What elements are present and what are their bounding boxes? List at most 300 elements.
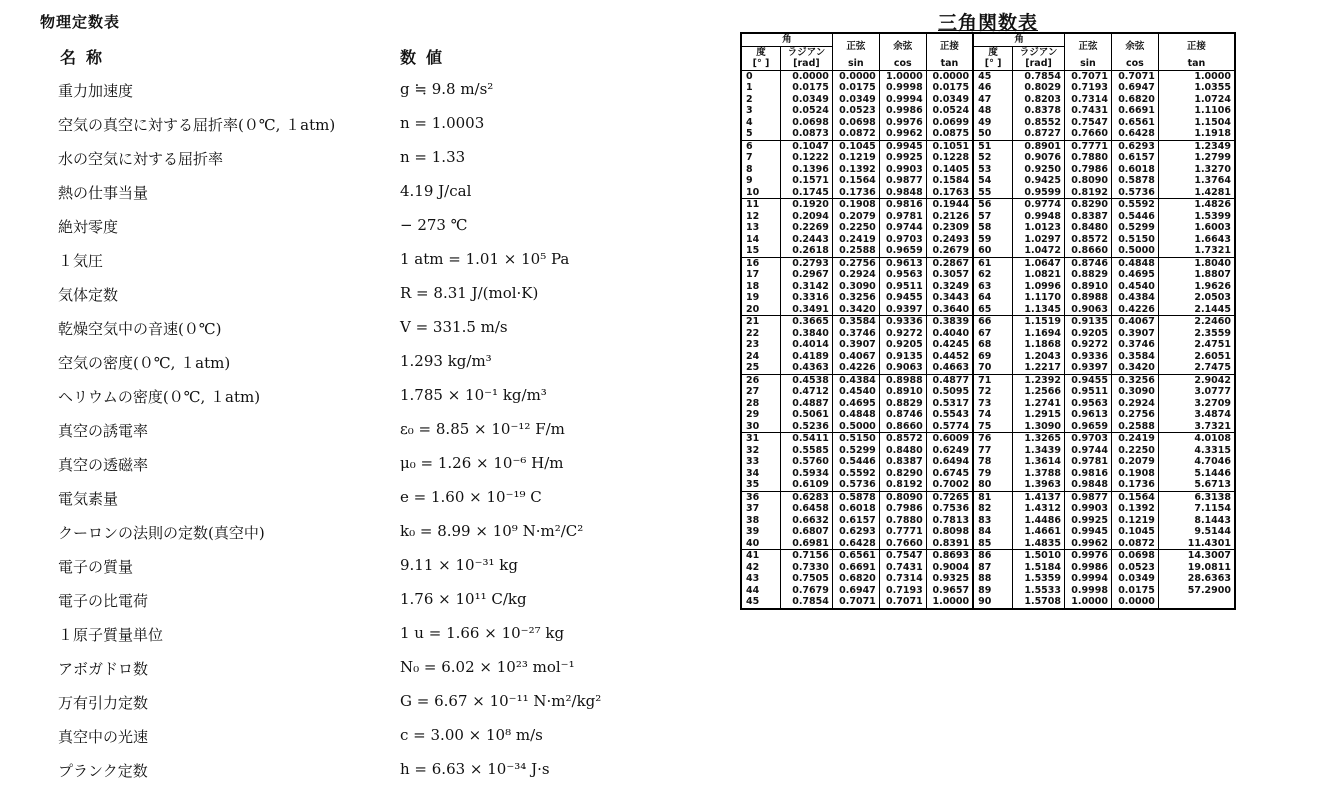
constant-value: 1 u = 1.66 × 10⁻²⁷ kg bbox=[400, 624, 565, 642]
cell-cos: 0.8829 bbox=[879, 398, 926, 410]
cell-radian: 1.3963 bbox=[1013, 479, 1065, 491]
constant-name: 絶対零度 bbox=[58, 218, 119, 236]
cell-sin: 0.8746 bbox=[1065, 257, 1112, 269]
cell-cos: 0.9563 bbox=[879, 269, 926, 281]
cell-radian: 0.3840 bbox=[781, 328, 833, 340]
cell-degree: 57 bbox=[973, 211, 1013, 223]
cell-cos: 0.8480 bbox=[879, 445, 926, 457]
header-angle-right: 角 bbox=[973, 33, 1064, 46]
cell-tan: 0.0875 bbox=[926, 128, 973, 140]
cell-radian: 0.5411 bbox=[781, 433, 833, 445]
cell-radian: 0.7679 bbox=[781, 585, 833, 597]
trig-row bbox=[741, 479, 1235, 491]
cell-degree: 37 bbox=[746, 503, 760, 515]
cell-radian: 1.3788 bbox=[1013, 468, 1065, 480]
cell-sin: 0.9962 bbox=[1065, 538, 1112, 550]
cell-sin: 0.9272 bbox=[1065, 339, 1112, 351]
physics-header-name: 名称 bbox=[60, 48, 113, 67]
cell-degree: 87 bbox=[973, 562, 1013, 574]
trig-row bbox=[741, 175, 1235, 187]
cell-radian: 1.5184 bbox=[1013, 562, 1065, 574]
cell-sin: 0.9397 bbox=[1065, 362, 1112, 374]
cell-sin: 0.5592 bbox=[832, 468, 879, 480]
cell-radian: 0.2269 bbox=[781, 222, 833, 234]
cell-cos: 0.1392 bbox=[1111, 503, 1158, 515]
cell-tan: 0.6009 bbox=[926, 433, 973, 445]
constant-row bbox=[0, 445, 720, 479]
cell-tan: 0.7813 bbox=[926, 515, 973, 527]
cell-tan: 1.1504 bbox=[1158, 117, 1235, 129]
constant-name: 乾燥空気中の音速(０℃) bbox=[58, 320, 222, 338]
cell-degree: 13 bbox=[746, 222, 760, 234]
cell-sin: 0.0872 bbox=[832, 128, 879, 140]
cell-sin: 0.3420 bbox=[832, 304, 879, 316]
cell-radian: 1.0472 bbox=[1013, 245, 1065, 257]
trig-row bbox=[741, 339, 1235, 351]
cell-cos: 0.2419 bbox=[1111, 433, 1158, 445]
constant-name: 電子の質量 bbox=[58, 558, 134, 576]
cell-sin: 0.2419 bbox=[832, 234, 879, 246]
cell-cos: 0.9659 bbox=[879, 245, 926, 257]
cell-radian: 0.5061 bbox=[781, 409, 833, 421]
cell-sin: 1.0000 bbox=[1065, 596, 1112, 609]
cell-sin: 0.7771 bbox=[1065, 140, 1112, 152]
cell-degree: 44 bbox=[746, 584, 760, 596]
cell-degree: 31 bbox=[746, 433, 760, 445]
cell-radian: 0.8727 bbox=[1013, 128, 1065, 140]
physics-header-value: 数値 bbox=[400, 48, 453, 67]
cell-cos: 0.3420 bbox=[1111, 362, 1158, 374]
cell-radian: 0.6283 bbox=[781, 491, 833, 503]
cell-cos: 0.9962 bbox=[879, 128, 926, 140]
cell-cos: 0.9744 bbox=[879, 222, 926, 234]
cell-sin: 0.6293 bbox=[832, 526, 879, 538]
header-tangent-right: 正接 bbox=[1158, 33, 1235, 58]
cell-radian: 1.1868 bbox=[1013, 339, 1065, 351]
cell-sin: 0.5446 bbox=[832, 456, 879, 468]
constant-row bbox=[0, 275, 720, 309]
cell-radian: 0.7854 bbox=[1013, 70, 1065, 82]
unit-sin-right: sin bbox=[1065, 58, 1112, 70]
cell-degree: 40 bbox=[741, 538, 781, 550]
cell-sin: 0.9744 bbox=[1065, 445, 1112, 457]
cell-cos: 0.9336 bbox=[879, 316, 926, 328]
cell-cos: 0.9986 bbox=[879, 105, 926, 117]
constant-name: アボガドロ数 bbox=[58, 660, 149, 678]
cell-tan: 1.0355 bbox=[1158, 82, 1235, 94]
cell-degree: 55 bbox=[973, 187, 1013, 199]
cell-tan: 0.3839 bbox=[926, 316, 973, 328]
trig-row bbox=[741, 257, 1235, 269]
cell-cos: 0.7071 bbox=[879, 596, 926, 609]
cell-tan: 1.1918 bbox=[1158, 128, 1235, 140]
cell-cos: 0.8746 bbox=[879, 409, 926, 421]
cell-degree: 79 bbox=[973, 468, 1013, 480]
cell-sin: 0.8910 bbox=[1065, 281, 1112, 293]
cell-degree: 33 bbox=[746, 456, 760, 468]
cell-sin: 0.7431 bbox=[1065, 105, 1112, 117]
cell-cos: 0.9994 bbox=[879, 94, 926, 106]
cell-sin: 0.0000 bbox=[832, 70, 879, 82]
cell-radian: 0.0524 bbox=[781, 105, 833, 117]
cell-degree: 52 bbox=[973, 152, 1013, 164]
cell-radian: 1.0647 bbox=[1013, 257, 1065, 269]
cell-tan: 0.5543 bbox=[926, 409, 973, 421]
cell-sin: 0.5150 bbox=[832, 433, 879, 445]
cell-radian: 0.8552 bbox=[1013, 117, 1065, 129]
cell-tan: 9.5144 bbox=[1158, 526, 1235, 538]
cell-sin: 0.6018 bbox=[832, 503, 879, 515]
cell-cos: 0.3584 bbox=[1111, 351, 1158, 363]
cell-cos: 0.6428 bbox=[1111, 128, 1158, 140]
cell-tan: 1.8040 bbox=[1158, 257, 1235, 269]
trig-row bbox=[741, 515, 1235, 527]
constant-row bbox=[0, 377, 720, 411]
constant-row bbox=[0, 615, 720, 649]
cell-degree: 30 bbox=[741, 421, 781, 433]
cell-tan: 0.0699 bbox=[926, 117, 973, 129]
trig-table-body bbox=[741, 70, 1235, 609]
cell-sin: 0.5000 bbox=[832, 421, 879, 433]
cell-tan: 1.2799 bbox=[1158, 152, 1235, 164]
cell-cos: 0.7431 bbox=[879, 562, 926, 574]
cell-cos: 0.4695 bbox=[1111, 269, 1158, 281]
constant-name: プランク定数 bbox=[58, 762, 148, 780]
cell-sin: 0.8988 bbox=[1065, 292, 1112, 304]
cell-cos: 0.3090 bbox=[1111, 386, 1158, 398]
cell-degree: 45 bbox=[741, 596, 781, 609]
cell-degree: 63 bbox=[973, 281, 1013, 293]
cell-degree: 73 bbox=[973, 398, 1013, 410]
cell-sin: 0.7314 bbox=[1065, 94, 1112, 106]
cell-degree: 20 bbox=[741, 304, 781, 316]
cell-degree: 15 bbox=[741, 245, 781, 257]
cell-cos: 0.5878 bbox=[1111, 175, 1158, 187]
constant-value: − 273 ℃ bbox=[400, 216, 468, 234]
cell-cos: 0.1736 bbox=[1111, 479, 1158, 491]
cell-cos: 0.9205 bbox=[879, 339, 926, 351]
cell-degree: 83 bbox=[973, 515, 1013, 527]
cell-sin: 0.9925 bbox=[1065, 515, 1112, 527]
cell-sin: 0.1219 bbox=[832, 152, 879, 164]
cell-tan: 1.6003 bbox=[1158, 222, 1235, 234]
cell-tan: 0.0349 bbox=[926, 94, 973, 106]
cell-tan: 11.4301 bbox=[1158, 538, 1235, 550]
cell-sin: 0.0698 bbox=[832, 117, 879, 129]
cell-tan: 1.5399 bbox=[1158, 211, 1235, 223]
cell-tan: 2.6051 bbox=[1158, 351, 1235, 363]
cell-sin: 0.2588 bbox=[832, 245, 879, 257]
cell-radian: 0.4014 bbox=[781, 339, 833, 351]
constant-row bbox=[0, 173, 720, 207]
cell-sin: 0.6561 bbox=[832, 550, 879, 562]
trig-row bbox=[741, 351, 1235, 363]
constant-name: 真空の透磁率 bbox=[58, 456, 149, 474]
constant-value: μ₀ = 1.26 × 10⁻⁶ H/m bbox=[400, 454, 564, 472]
trig-row bbox=[741, 328, 1235, 340]
cell-cos: 0.9848 bbox=[879, 187, 926, 199]
constant-value: c = 3.00 × 10⁸ m/s bbox=[400, 726, 543, 744]
cell-sin: 0.2079 bbox=[832, 211, 879, 223]
physics-constants-list bbox=[0, 71, 720, 785]
cell-sin: 0.9877 bbox=[1065, 491, 1112, 503]
constant-value: ε₀ = 8.85 × 10⁻¹² F/m bbox=[400, 420, 565, 438]
cell-cos: 0.8660 bbox=[879, 421, 926, 433]
cell-cos: 0.0175 bbox=[1111, 585, 1158, 597]
cell-sin: 0.9135 bbox=[1065, 316, 1112, 328]
cell-degree: 53 bbox=[973, 164, 1013, 176]
trig-row bbox=[741, 374, 1235, 386]
cell-sin: 0.0523 bbox=[832, 105, 879, 117]
cell-radian: 0.0000 bbox=[781, 70, 833, 82]
cell-tan: 0.4663 bbox=[926, 362, 973, 374]
cell-degree: 45 bbox=[973, 70, 1013, 82]
cell-sin: 0.6947 bbox=[832, 585, 879, 597]
cell-tan: 4.0108 bbox=[1158, 433, 1235, 445]
cell-tan: 0.1763 bbox=[926, 187, 973, 199]
cell-tan: 0.3640 bbox=[926, 304, 973, 316]
cell-radian: 0.5236 bbox=[781, 421, 833, 433]
cell-cos: 0.5736 bbox=[1111, 187, 1158, 199]
cell-radian: 0.4189 bbox=[781, 351, 833, 363]
cell-sin: 0.1908 bbox=[832, 199, 879, 211]
cell-sin: 0.6691 bbox=[832, 562, 879, 574]
trig-row bbox=[741, 550, 1235, 562]
cell-radian: 0.7854 bbox=[781, 596, 833, 609]
cell-sin: 0.4384 bbox=[832, 374, 879, 386]
cell-tan: 0.0000 bbox=[926, 70, 973, 82]
cell-degree: 69 bbox=[973, 351, 1013, 363]
constant-row bbox=[0, 513, 720, 547]
cell-radian: 1.5359 bbox=[1013, 573, 1065, 585]
trig-row bbox=[741, 187, 1235, 199]
constant-name: ヘリウムの密度(０℃, １atm) bbox=[58, 388, 261, 406]
cell-cos: 0.0698 bbox=[1111, 550, 1158, 562]
cell-sin: 0.9903 bbox=[1065, 503, 1112, 515]
constant-value: n = 1.0003 bbox=[400, 114, 485, 132]
cell-cos: 0.5446 bbox=[1111, 211, 1158, 223]
cell-radian: 0.6458 bbox=[781, 503, 833, 515]
cell-tan: 6.3138 bbox=[1158, 491, 1235, 503]
cell-radian: 1.5708 bbox=[1013, 596, 1065, 609]
cell-degree: 89 bbox=[973, 585, 1013, 597]
constant-row bbox=[0, 751, 720, 785]
cell-cos: 0.7660 bbox=[879, 538, 926, 550]
cell-sin: 0.3907 bbox=[832, 339, 879, 351]
cell-tan: 5.6713 bbox=[1158, 479, 1235, 491]
constant-value: 1.785 × 10⁻¹ kg/m³ bbox=[400, 386, 547, 404]
cell-cos: 0.9816 bbox=[879, 199, 926, 211]
unit-tan-right: tan bbox=[1158, 58, 1235, 70]
cell-cos: 0.9925 bbox=[879, 152, 926, 164]
cell-tan: 1.4826 bbox=[1158, 199, 1235, 211]
cell-sin: 0.1736 bbox=[832, 187, 879, 199]
constant-row bbox=[0, 105, 720, 139]
cell-sin: 0.6820 bbox=[832, 573, 879, 585]
cell-cos: 0.4848 bbox=[1111, 257, 1158, 269]
unit-cos-right: cos bbox=[1111, 58, 1158, 70]
constant-name: 空気の真空に対する屈折率(０℃, １atm) bbox=[58, 116, 336, 134]
cell-cos: 0.3907 bbox=[1111, 328, 1158, 340]
cell-degree: 1 bbox=[746, 82, 753, 94]
cell-cos: 0.1564 bbox=[1111, 491, 1158, 503]
cell-cos: 0.3746 bbox=[1111, 339, 1158, 351]
cell-sin: 0.9986 bbox=[1065, 562, 1112, 574]
cell-degree: 27 bbox=[746, 386, 760, 398]
constant-name: 真空の誘電率 bbox=[58, 422, 149, 440]
cell-tan: 0.4040 bbox=[926, 328, 973, 340]
cell-cos: 0.6947 bbox=[1111, 82, 1158, 94]
cell-degree: 86 bbox=[973, 550, 1013, 562]
cell-radian: 1.0821 bbox=[1013, 269, 1065, 281]
trig-row bbox=[741, 409, 1235, 421]
cell-radian: 1.3439 bbox=[1013, 445, 1065, 457]
cell-radian: 1.2915 bbox=[1013, 409, 1065, 421]
cell-radian: 0.5585 bbox=[781, 445, 833, 457]
cell-sin: 0.9455 bbox=[1065, 374, 1112, 386]
cell-degree: 11 bbox=[746, 199, 760, 211]
cell-degree: 85 bbox=[973, 538, 1013, 550]
header-cosine-left: 余弦 bbox=[879, 33, 926, 58]
constant-row bbox=[0, 547, 720, 581]
cell-degree: 7 bbox=[746, 152, 753, 164]
constant-name: 重力加速度 bbox=[58, 82, 134, 100]
trig-row bbox=[741, 526, 1235, 538]
constant-name: 水の空気に対する屈折率 bbox=[58, 150, 224, 168]
physics-table-title: 物理定数表 bbox=[40, 13, 121, 31]
header-sine-right: 正弦 bbox=[1065, 33, 1112, 58]
cell-sin: 0.9063 bbox=[1065, 304, 1112, 316]
constant-name: 電子の比電荷 bbox=[58, 592, 149, 610]
cell-sin: 0.1045 bbox=[832, 140, 879, 152]
trig-row bbox=[741, 269, 1235, 281]
header-tangent-left: 正接 bbox=[926, 33, 973, 58]
cell-sin: 0.8387 bbox=[1065, 211, 1112, 223]
cell-degree: 61 bbox=[973, 257, 1013, 269]
cell-cos: 0.8988 bbox=[879, 374, 926, 386]
trig-row bbox=[741, 421, 1235, 433]
cell-degree: 8 bbox=[746, 163, 753, 175]
header-radian-right: ラジアン bbox=[1013, 46, 1065, 58]
trig-row bbox=[741, 562, 1235, 574]
cell-tan: 8.1443 bbox=[1158, 515, 1235, 527]
cell-tan: 2.9042 bbox=[1158, 374, 1235, 386]
cell-sin: 0.8829 bbox=[1065, 269, 1112, 281]
cell-cos: 0.9397 bbox=[879, 304, 926, 316]
cell-degree: 38 bbox=[746, 514, 760, 526]
cell-radian: 0.4363 bbox=[781, 362, 833, 374]
cell-tan: 0.7002 bbox=[926, 479, 973, 491]
trig-table bbox=[740, 32, 1236, 610]
cell-tan: 0.0175 bbox=[926, 82, 973, 94]
cell-sin: 0.4067 bbox=[832, 351, 879, 363]
cell-degree: 71 bbox=[973, 374, 1013, 386]
cell-tan: 0.8693 bbox=[926, 550, 973, 562]
cell-cos: 0.5592 bbox=[1111, 199, 1158, 211]
cell-sin: 0.8572 bbox=[1065, 234, 1112, 246]
cell-cos: 0.1219 bbox=[1111, 515, 1158, 527]
cell-tan: 2.7475 bbox=[1158, 362, 1235, 374]
cell-degree: 65 bbox=[973, 304, 1013, 316]
constant-name: １気圧 bbox=[58, 252, 104, 270]
cell-cos: 0.9455 bbox=[879, 292, 926, 304]
cell-degree: 43 bbox=[746, 573, 760, 585]
cell-degree: 81 bbox=[973, 491, 1013, 503]
cell-degree: 5 bbox=[741, 128, 781, 140]
cell-tan: 1.3270 bbox=[1158, 164, 1235, 176]
cell-cos: 0.9613 bbox=[879, 257, 926, 269]
cell-cos: 0.9903 bbox=[879, 164, 926, 176]
cell-degree: 17 bbox=[746, 269, 760, 281]
cell-tan: 0.5774 bbox=[926, 421, 973, 433]
cell-sin: 0.9994 bbox=[1065, 573, 1112, 585]
cell-radian: 0.2094 bbox=[781, 211, 833, 223]
trig-row bbox=[741, 573, 1235, 585]
cell-degree: 90 bbox=[973, 596, 1013, 609]
cell-degree: 39 bbox=[746, 526, 760, 538]
cell-radian: 1.1519 bbox=[1013, 316, 1065, 328]
cell-sin: 0.4848 bbox=[832, 409, 879, 421]
cell-degree: 42 bbox=[746, 561, 760, 573]
cell-tan: 19.0811 bbox=[1158, 562, 1235, 574]
cell-cos: 0.6293 bbox=[1111, 140, 1158, 152]
cell-degree: 54 bbox=[973, 175, 1013, 187]
cell-cos: 0.5000 bbox=[1111, 245, 1158, 257]
cell-radian: 1.2741 bbox=[1013, 398, 1065, 410]
cell-sin: 0.9659 bbox=[1065, 421, 1112, 433]
cell-cos: 0.9877 bbox=[879, 175, 926, 187]
cell-cos: 0.4384 bbox=[1111, 292, 1158, 304]
cell-sin: 0.1392 bbox=[832, 164, 879, 176]
cell-radian: 0.0873 bbox=[781, 128, 833, 140]
cell-cos: 0.4067 bbox=[1111, 316, 1158, 328]
cell-radian: 1.3265 bbox=[1013, 433, 1065, 445]
cell-cos: 0.7771 bbox=[879, 526, 926, 538]
cell-cos: 0.0349 bbox=[1111, 573, 1158, 585]
cell-cos: 0.7880 bbox=[879, 515, 926, 527]
cell-cos: 0.3256 bbox=[1111, 374, 1158, 386]
cell-radian: 0.4887 bbox=[781, 398, 833, 410]
trig-row bbox=[741, 140, 1235, 152]
cell-degree: 75 bbox=[973, 421, 1013, 433]
cell-sin: 0.9511 bbox=[1065, 386, 1112, 398]
cell-tan: 1.6643 bbox=[1158, 234, 1235, 246]
cell-radian: 1.3614 bbox=[1013, 456, 1065, 468]
cell-radian: 0.1396 bbox=[781, 164, 833, 176]
constant-name: 万有引力定数 bbox=[58, 694, 149, 712]
cell-tan: 0.8391 bbox=[926, 538, 973, 550]
cell-sin: 0.7071 bbox=[1065, 70, 1112, 82]
cell-tan: 0.3249 bbox=[926, 281, 973, 293]
cell-cos: 0.7314 bbox=[879, 573, 926, 585]
cell-sin: 0.9998 bbox=[1065, 585, 1112, 597]
cell-radian: 0.6807 bbox=[781, 526, 833, 538]
cell-tan: 1.4281 bbox=[1158, 187, 1235, 199]
cell-degree: 18 bbox=[746, 280, 760, 292]
trig-table-title: 三角関数表 bbox=[937, 12, 1038, 34]
cell-degree: 51 bbox=[973, 140, 1013, 152]
cell-degree: 70 bbox=[973, 362, 1013, 374]
cell-cos: 0.9135 bbox=[879, 351, 926, 363]
cell-degree: 28 bbox=[746, 397, 760, 409]
cell-cos: 1.0000 bbox=[879, 70, 926, 82]
cell-cos: 0.8090 bbox=[879, 491, 926, 503]
cell-radian: 0.3316 bbox=[781, 292, 833, 304]
cell-degree: 82 bbox=[973, 503, 1013, 515]
cell-degree: 14 bbox=[746, 233, 760, 245]
trig-row bbox=[741, 152, 1235, 164]
cell-sin: 0.0349 bbox=[832, 94, 879, 106]
